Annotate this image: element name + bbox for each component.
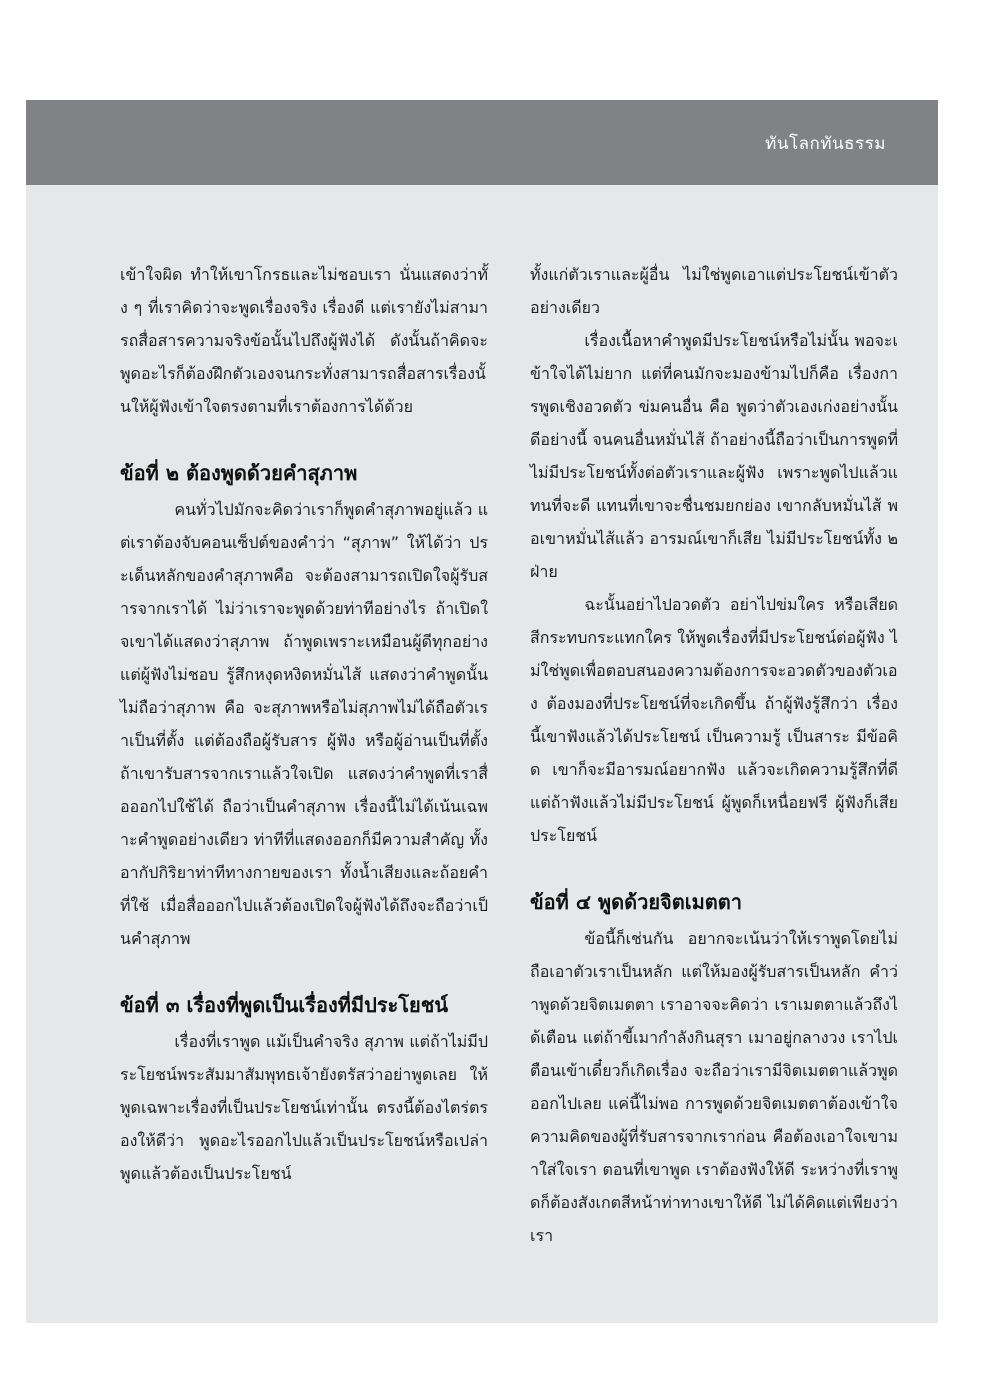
header-title: ทันโลกทันธรรม [765, 134, 886, 154]
heading-point-2: ข้อที่ ๒ ต้องพูดด้วยคำสุภาพ [120, 461, 358, 485]
paragraph-point-3: เรื่องที่เราพูด แม้เป็นคำจริง สุภาพ แต่ถ้าไม่มีประโยชน์พระสัมมาสัมพุทธเจ้ายังตรัสว่าอย่าพูดเลย ให้พูดเฉพาะเรื่องที่เป็นประโยชน์เท่านั้น ตรงนี้ต้องไตร่ตรองให้ดีว่า พูดอะไรออกไปแล้วเป็นประโยชน์หรือเปล่า พูดแล้วต้องเป็นประโยชน์ [120, 1032, 488, 1183]
header-bar [26, 100, 938, 185]
right-column [530, 258, 898, 1252]
heading-point-4: ข้อที่ ๔ พูดด้วยจิตเมตตา [530, 890, 742, 914]
paragraph-right-2: เรื่องเนื้อหาคำพูดมีประโยชน์หรือไม่นั้น พอจะเข้าใจได้ไม่ยาก แต่ที่คนมักจะมองข้ามไปก็คือ เรื่องการพูดเชิงอวดตัว ข่มคนอื่น คือ พูดว่าตัวเองเก่งอย่างนั้น ดีอย่างนี้ จนคนอื่นหมั่นไส้ ถ้าอย่างนี้ถือว่าเป็นการพูดที่ไม่มีประโยชน์ทั้งต่อตัวเราและผู้ฟัง เพราะพูดไปแล้วแทนที่จะดี แทนที่เขาจะชื่นชมยกย่อง เขากลับหมั่นไส้ พอเขาหมั่นไส้แล้ว อารมณ์เขาก็เสีย ไม่มีประโยชน์ทั้ง ๒ ฝ่าย [530, 331, 898, 581]
paragraph-point-4: ข้อนี้ก็เช่นกัน อยากจะเน้นว่าให้เราพูดโดยไม่ถือเอาตัวเราเป็นหลัก แต่ให้มองผู้รับสารเป็นหลัก คำว่าพูดด้วยจิตเมตตา เราอาจจะคิดว่า เราเมตตาแล้วถึงได้เตือน แต่ถ้าขี้เมากำลังกินสุรา เมาอยู่กลางวง เราไปเตือนเข้าเดี๋ยวก็เกิดเรื่อง จะถือว่าเรามีจิตเมตตาแล้วพูดออกไปเลย แค่นี้ไม่พอ การพูดด้วยจิตเมตตาต้องเข้าใจความคิดของผู้ที่รับสารจากเราก่อน คือต้องเอาใจเขามาใส่ใจเรา ตอนที่เขาพูด เราต้องฟังให้ดี ระหว่างที่เราพูดก็ต้องสังเกตสีหน้าท่าทางเขาให้ดี ไม่ได้คิดแต่เพียงว่า เรา [530, 929, 898, 1245]
paragraph-point-2: คนทั่วไปมักจะคิดว่าเราก็พูดคำสุภาพอยู่แล้ว แต่เราต้องจับคอนเซ็ปต์ของคำว่า “สุภาพ” ให้ได้ว่า ประเด็นหลักของคำสุภาพคือ จะต้องสามารถเปิดใจผู้รับสารจากเราได้ ไม่ว่าเราจะพูดด้วยท่าทีอย่างไร ถ้าเปิดใจเขาได้แสดงว่าสุภาพ ถ้าพูดเพราะเหมือนผู้ดีทุกอย่าง แต่ผู้ฟังไม่ชอบ รู้สึกหงุดหงิดหมั่นไส้ แสดงว่าคำพูดนั้นไม่ถือว่าสุภาพ คือ จะสุภาพหรือไม่สุภาพไม่ได้ถือตัวเราเป็นที่ตั้ง แต่ต้องถือผู้รับสาร ผู้ฟัง หรือผู้อ่านเป็นที่ตั้ง ถ้าเขารับสารจากเราแล้วใจเปิด แสดงว่าคำพูดที่เราสื่อออกไปใช้ได้ ถือว่าเป็นคำสุภาพ เรื่องนี้ไม่ได้เน้นเฉพาะคำพูดอย่างเดียว ท่าทีที่แสดงออกก็มีความสำคัญ ทั้งอากัปกิริยาท่าทีทางกายของเรา ทั้งน้ำเสียงและถ้อยคำที่ใช้ เมื่อสื่อออกไปแล้วต้องเปิดใจผู้ฟังได้ถึงจะถือว่าเป็นคำสุภาพ [120, 500, 488, 948]
left-column [120, 258, 488, 1190]
paragraph-left-1: เข้าใจผิด ทำให้เขาโกรธและไม่ชอบเรา นั่นแสดงว่าทั้ง ๆ ที่เราคิดว่าจะพูดเรื่องจริง เรื่องดี แต่เรายังไม่สามารถสื่อสารความจริงข้อนั้นไปถึงผู้ฟังได้ ดังนั้นถ้าคิดจะพูดอะไรก็ต้องฝึกตัวเองจนกระทั่งสามารถสื่อสารเรื่องนั้นให้ผู้ฟังเข้าใจตรงตามที่เราต้องการได้ด้วย [120, 265, 488, 416]
heading-point-3: ข้อที่ ๓ เรื่องที่พูดเป็นเรื่องที่มีประโยชน์ [120, 993, 448, 1017]
paragraph-right-3: ฉะนั้นอย่าไปอวดตัว อย่าไปข่มใคร หรือเสียดสีกระทบกระแทกใคร ให้พูดเรื่องที่มีประโยชน์ต่อผู้ฟัง ไม่ใช่พูดเพื่อตอบสนองความต้องการจะอวดตัวของตัวเอง ต้องมองที่ประโยชน์ที่จะเกิดขึ้น ถ้าผู้ฟังรู้สึกว่า เรื่องนี้เขาฟังแล้วได้ประโยชน์ เป็นความรู้ เป็นสาระ มีข้อคิด เขาก็จะมีอารมณ์อยากฟัง แล้วจะเกิดความรู้สึกที่ดี แต่ถ้าฟังแล้วไม่มีประโยชน์ ผู้พูดก็เหนื่อยฟรี ผู้ฟังก็เสียประโยชน์ [530, 595, 898, 845]
paragraph-right-1: ทั้งแก่ตัวเราและผู้อื่น ไม่ใช่พูดเอาแต่ประโยชน์เข้าตัวอย่างเดียว [530, 265, 898, 317]
